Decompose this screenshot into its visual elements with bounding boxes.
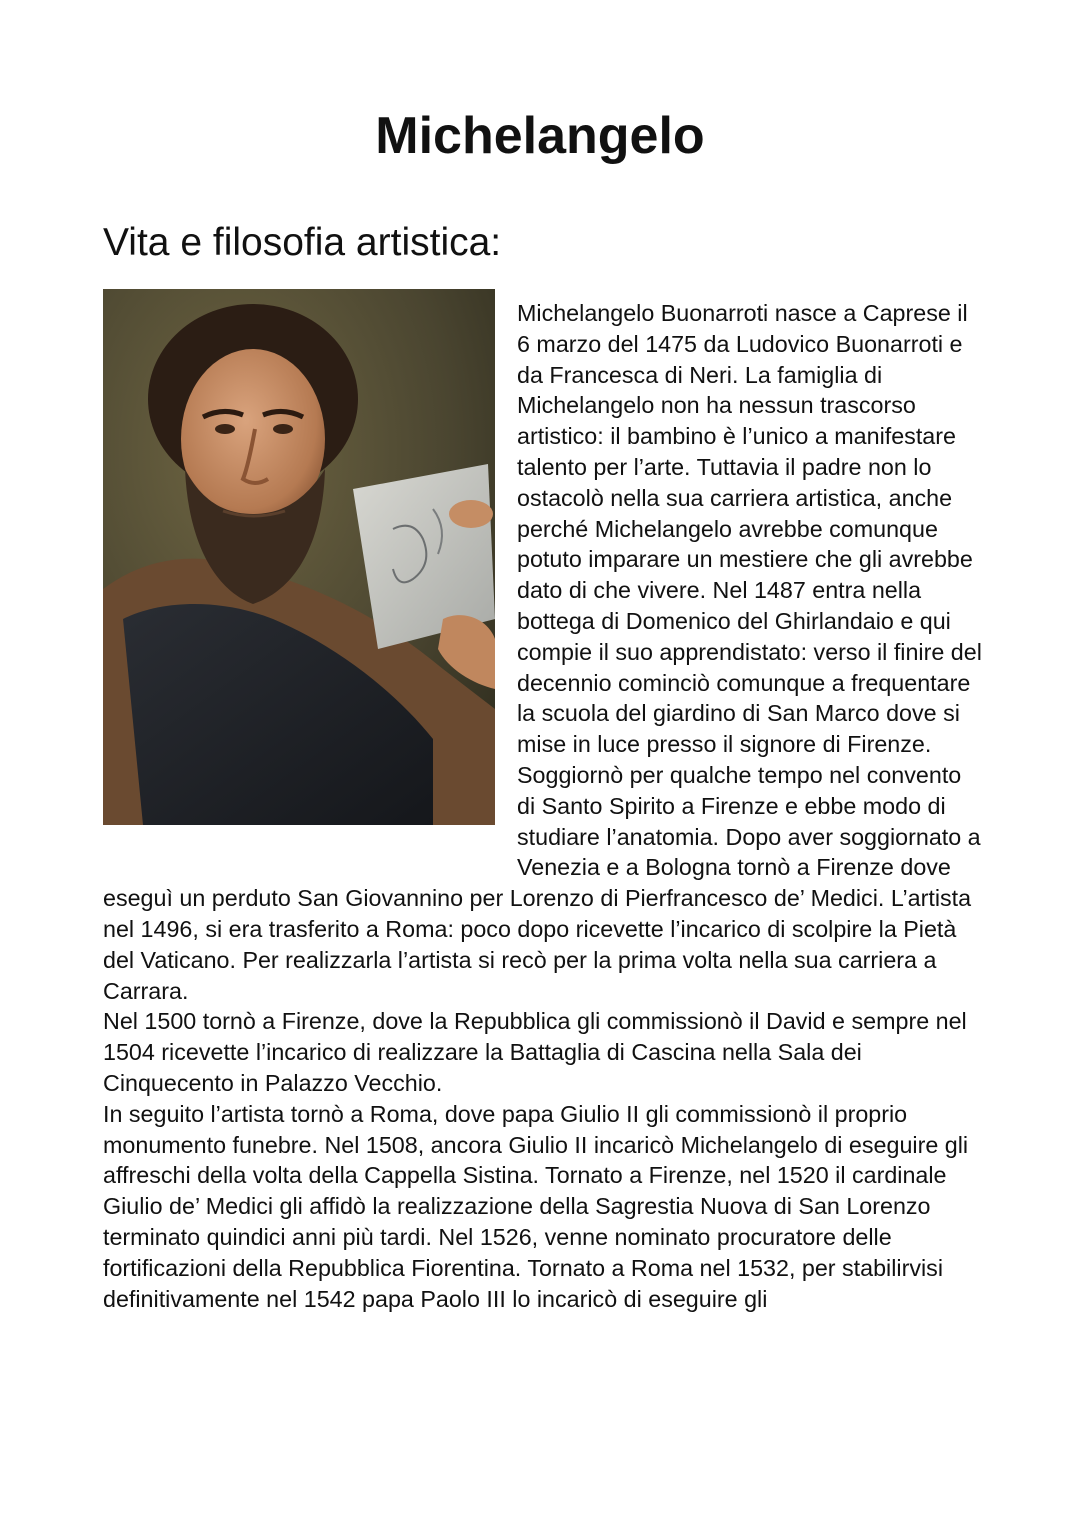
image-wrap-spacer (103, 298, 517, 856)
paragraph-1: Michelangelo Buonarroti nasce a Caprese il 6 marzo del 1475 da Ludovico Buonarroti e da Francesca di Neri. La famiglia di Michelangelo non ha nessun trascorso artistico: il bambino è l’unico a manifestare talento per l’arte. Tuttavia il padre non lo ostacolò nella sua carriera artistica, anche perché Michelangelo avrebbe comunque potuto imparare un mestiere che gli avrebbe dato di che vivere. Nel 1487 entra nella bottega di Domenico del Ghirlandaio e qui compie il suo apprendistato: verso il finire del decennio cominciò comunque a frequentare la scuola del giardino di San Marco dove si mise in luce presso il signore di Firenze. Soggiornò per qualche tempo nel convento di Santo Spirito a Firenze e ebbe modo di studiare l’anatomia. Dopo aver soggiornato a Venezia e a Bologna tornò a Firenze dove eseguì un perduto San Giovannino per Lorenzo di Pierfrancesco de’ Medici. L’artista nel 1496, si era trasferito a Roma: poco dopo ricevette l’incarico di scolpire la Pietà del Vaticano. Per realizzarla l’artista si recò per la prima volta nella sua carriera a Carrara. (103, 300, 982, 1004)
page-title: Michelangelo (375, 107, 705, 165)
paragraph-3: In seguito l’artista tornò a Roma, dove papa Giulio II gli commissionò il proprio monumento funebre. Nel 1508, ancora Giulio II incaricò Michelangelo di eseguire gli affreschi della volta della Cappella Sistina. Tornato a Firenze, nel 1520 il cardinale Giulio de’ Medici gli affidò la realizzazione della Sagrestia Nuova di San Lorenzo terminato quindici anni più tardi. Nel 1526, venne nominato procuratore delle fortificazioni della Repubblica Fiorentina. Tornato a Roma nel 1532, per stabilirvisi definitivamente nel 1542 papa Paolo III lo incaricò di eseguire gli (103, 1100, 969, 1312)
body-text (103, 298, 983, 1314)
paragraph-2: Nel 1500 tornò a Firenze, dove la Repubblica gli commissionò il David e sempre nel 1504 ricevette l’incarico di realizzare la Battaglia di Cascina nella Sala dei Cinquecento in Palazzo Vecchio. (103, 1008, 967, 1096)
section-heading: Vita e filosofia artistica: (103, 221, 502, 264)
